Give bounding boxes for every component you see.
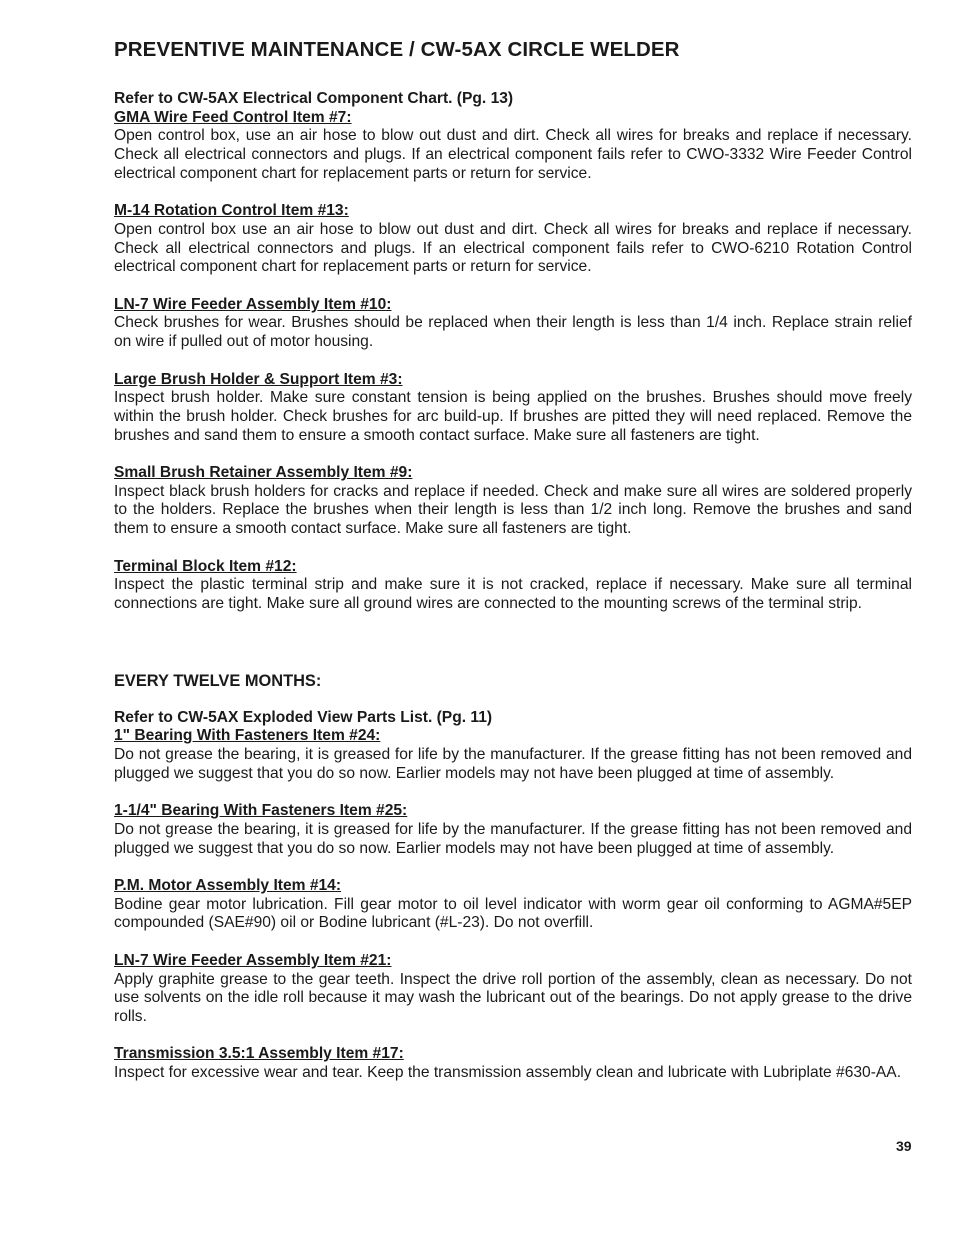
maintenance-item — [114, 202, 912, 277]
item-body: Open control box use an air hose to blow out dust and dirt. Check all wires for breaks and replace if necessary. Check all electrical connectors and plugs. If an electrical component fails refer to CWO-6210 Rotation Control electrical component chart for replacement parts or return for service. — [114, 220, 912, 276]
item-heading: LN-7 Wire Feeder Assembly Item #10: — [114, 295, 392, 313]
section-reference: Refer to CW-5AX Electrical Component Chart. (Pg. 13) — [114, 90, 514, 107]
item-heading: Large Brush Holder & Support Item #3: — [114, 370, 403, 388]
maintenance-item — [114, 296, 912, 352]
item-body: Inspect for excessive wear and tear. Keep the transmission assembly clean and lubricate with Lubriplate #630-AA. — [114, 1064, 902, 1081]
page-number: 39 — [896, 1138, 912, 1154]
item-body: Do not grease the bearing, it is greased for life by the manufacturer. If the grease fitting has not been removed and plugged we suggest that you do so now. Earlier models may not have been plugged at time of assembly. — [114, 820, 912, 857]
twelve-month-section — [114, 672, 912, 1101]
maintenance-item — [114, 558, 912, 614]
item-heading: Terminal Block Item #12: — [114, 557, 297, 575]
item-heading: Transmission 3.5:1 Assembly Item #17: — [114, 1045, 404, 1063]
maintenance-item — [114, 802, 912, 858]
maintenance-item — [114, 109, 912, 184]
electrical-maintenance-section — [114, 90, 912, 632]
item-body: Inspect brush holder. Make sure constant tension is being applied on the brushes. Brushes should move freely within the brush holder. Check brushes for arc build-up. If brushes are pitted they will need replaced. Remove the brushes and sand them to ensure a smooth contact surface. Make sure all fasteners are tight. — [114, 389, 912, 444]
section-reference: Refer to CW-5AX Exploded View Parts List. (Pg. 11) — [114, 708, 493, 726]
item-body: Inspect black brush holders for cracks and replace if needed. Check and make sure all wires are soldered properly to the holders. Replace the brushes when their length is less than 1/2 inch long. Remove the brushes and sand them to ensure a smooth contact surface. Make sure all fasteners are tight. — [114, 482, 912, 538]
item-heading: 1" Bearing With Fasteners Item #24: — [114, 727, 381, 745]
maintenance-item — [114, 464, 912, 539]
item-body: Open control box, use an air hose to blow out dust and dirt. Check all wires for breaks and replace if necessary. Check all electrical connectors and plugs. If an electrical component fails refer to CWO-3332 Wire Feeder Control electrical component chart for replacement parts or return for service. — [114, 127, 912, 182]
item-heading: GMA Wire Feed Control Item #7: — [114, 108, 352, 126]
maintenance-item — [114, 1045, 912, 1082]
item-heading: LN-7 Wire Feeder Assembly Item #21: — [114, 951, 392, 969]
item-heading: P.M. Motor Assembly Item #14: — [114, 877, 342, 894]
section-heading: EVERY TWELVE MONTHS: — [114, 672, 322, 690]
maintenance-item — [114, 371, 912, 446]
item-body: Check brushes for wear. Brushes should be replaced when their length is less than 1/4 inch. Replace strain relief on wire if pulled out of motor housing. — [114, 314, 912, 351]
item-heading: 1-1/4" Bearing With Fasteners Item #25: — [114, 802, 408, 820]
item-body: Do not grease the bearing, it is greased for life by the manufacturer. If the grease fitting has not been removed and plugged we suggest that you do so now. Earlier models may not have been plugged at time of assembly. — [114, 746, 912, 782]
maintenance-item — [114, 877, 912, 933]
item-body: Inspect the plastic terminal strip and make sure it is not cracked, replace if necessary. Make sure all terminal connections are tight. Make sure all ground wires are connected to the mounting screws of the terminal strip. — [114, 576, 912, 612]
maintenance-item — [114, 727, 912, 783]
item-body: Bodine gear motor lubrication. Fill gear motor to oil level indicator with worm gear oil conforming to AGMA#5EP compounded (SAE#90) oil or Bodine lubricant (#L-23). Do not overfill. — [114, 895, 912, 932]
item-heading: Small Brush Retainer Assembly Item #9: — [114, 464, 413, 481]
maintenance-item — [114, 952, 912, 1027]
page-title: PREVENTIVE MAINTENANCE / CW-5AX CIRCLE WELDER — [114, 38, 680, 61]
item-body: Apply graphite grease to the gear teeth. Inspect the drive roll portion of the assembly, clean as necessary. Do not use solvents on the idle roll because it may wash the lubricant out of the bearings. Do not apply grease to the drive rolls. — [114, 970, 912, 1025]
item-heading: M-14 Rotation Control Item #13: — [114, 202, 349, 220]
